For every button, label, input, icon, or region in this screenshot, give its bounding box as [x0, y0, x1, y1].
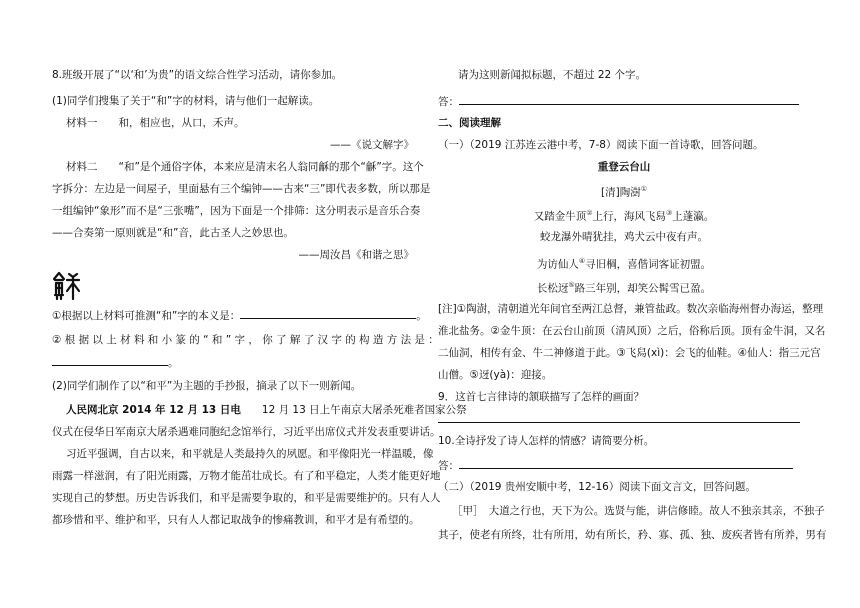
part-two-intro: （二）（2019 贵州安顺中考，12-16）阅读下面文言文，回答问题。 — [438, 481, 756, 493]
title-task: 请为这则新闻拟标题，不超过 22 个字。 — [458, 69, 647, 81]
answer-blank[interactable] — [459, 94, 799, 105]
answer-blank[interactable] — [459, 458, 793, 469]
answer-blank[interactable] — [438, 412, 800, 423]
answer-blank[interactable] — [52, 355, 168, 366]
poem-line: 蛟龙瀑外晴犹挂，鸡犬云中夜有声。 — [540, 231, 708, 243]
news-line: 实现自己的梦想。历史告诉我们，和平是需要争取的，和平是需要维护的。只有人人 — [52, 492, 441, 504]
answer-blank-line — [438, 412, 800, 427]
answer-line: 答： — [438, 458, 793, 473]
classic-text-line: ［甲］ 大道之行也，天下为公。选贤与能，讲信修睦。故人不独亲其亲，不独子 — [452, 505, 825, 517]
question-10: 10.全诗抒发了诗人怎样的情感？请简要分析。 — [438, 435, 655, 447]
material-two-source: ——周汝昌《和谐之思》 — [298, 249, 414, 261]
q8-part2: (2)同学们制作了以“和平”为主题的手抄报，摘录了以下一则新闻。 — [52, 380, 362, 392]
poem-line: 为访仙人④寻旧棡，喜偕词客证初盟。 — [536, 257, 712, 271]
q8-part1: (1)同学们搜集了关于“和”字的材料，请与他们一起解读。 — [52, 95, 320, 107]
poem-line: 长松迓⑤路三年别，却笑公髯雪已盈。 — [536, 281, 712, 295]
poem-note: [注]①陶澍，清朝道光年间官至两江总督，兼管盐政。数次亲临海州督办海运，整理 — [438, 303, 824, 315]
seal-script-he-icon — [52, 271, 80, 301]
answer-line: 答： — [438, 94, 799, 109]
part-one-intro: （一）（2019 江苏连云港中考，7-8）阅读下面一首诗歌，回答问题。 — [438, 139, 764, 151]
sub-question-2: ② 根 据 以 上 材 料 和 小 篆 的 “ 和 ” 字 ， 你 了 解 了 汉 字 的 构 造 方 法 是 ： — [52, 334, 439, 346]
poem-line: 又踏金牛顶②上行，海风飞舄③上蓬瀛。 — [533, 209, 715, 223]
question-9: 9．这首七言律诗的颔联描写了怎样的画面？ — [438, 391, 645, 403]
poem-title: 重登云台山 — [597, 161, 651, 173]
news-line: 都珍惜和平、维护和平，只有人人都记取战争的惨痛教训，和平才是有希望的。 — [52, 514, 420, 526]
sub-question-2-answer: 。 — [52, 355, 179, 370]
news-line: 雨露一样滋润，有了阳光雨露，万物才能茁壮成长。有了和平稳定，人类才能更好地 — [52, 470, 441, 482]
poem-note: 淮北盐务。②金牛顶：在云台山前顶（清风顶）之后，俗称后顶。顶有金牛洞，又名 — [438, 325, 826, 337]
material-two-line1: 材料二 “和”是个通俗字体，本来应是清末名人翁同龢的那个“龢”字。这个 — [66, 161, 424, 173]
answer-blank[interactable] — [240, 308, 416, 319]
classic-text-line: 其子，使老有所终，壮有所用，幼有所长，矜、寡、孤、独、废疾者皆有所养，男有 — [438, 529, 827, 541]
poem-note: 二仙洞，相传有金、牛二神修道于此。③飞舄(xì)：会飞的仙鞋。④仙人：指三元宫 — [438, 347, 821, 359]
material-two-line3: 一组编钟“象形”而不是“三张嘴”，因为下面是一个排筛：这分明表示是音乐合奏 — [52, 205, 421, 217]
poem-note: 山僧。⑤迓(yà)：迎接。 — [438, 369, 553, 381]
news-line: 仪式在侵华日军南京大屠杀遇难同胞纪念馆举行，习近平出席仪式并发表重要讲话。 — [52, 426, 441, 438]
sub-question-1: ①根据以上材料可推测“和”字的本义是： 。 — [52, 310, 427, 322]
material-two-line4: ——合奏第一原则就是“和”音，此古圣人之妙思也。 — [52, 227, 294, 239]
news-header: 人民网北京 2014 年 12 月 13 日电 12 月 13 日上午南京大屠杀死难者国家公祭 — [66, 404, 467, 416]
news-line: 习近平强调，自古以来，和平就是人类最持久的夙愿。和平像阳光一样温暖，像 — [66, 448, 434, 460]
material-one-source: ——《说文解字》 — [330, 139, 414, 151]
q8-title: 8.班级开展了“以‘和’为贵”的语文综合性学习活动，请你参加。 — [52, 69, 343, 81]
poem-author: [清]陶澍① — [601, 185, 647, 199]
material-one: 材料一 和，相应也，从口，禾声。 — [66, 117, 245, 129]
section-heading: 二、阅读理解 — [438, 117, 501, 129]
material-two-line2: 字拆分：左边是一间屋子，里面悬有三个编钟——古来“三”即代表多数，所以那是 — [52, 183, 431, 195]
